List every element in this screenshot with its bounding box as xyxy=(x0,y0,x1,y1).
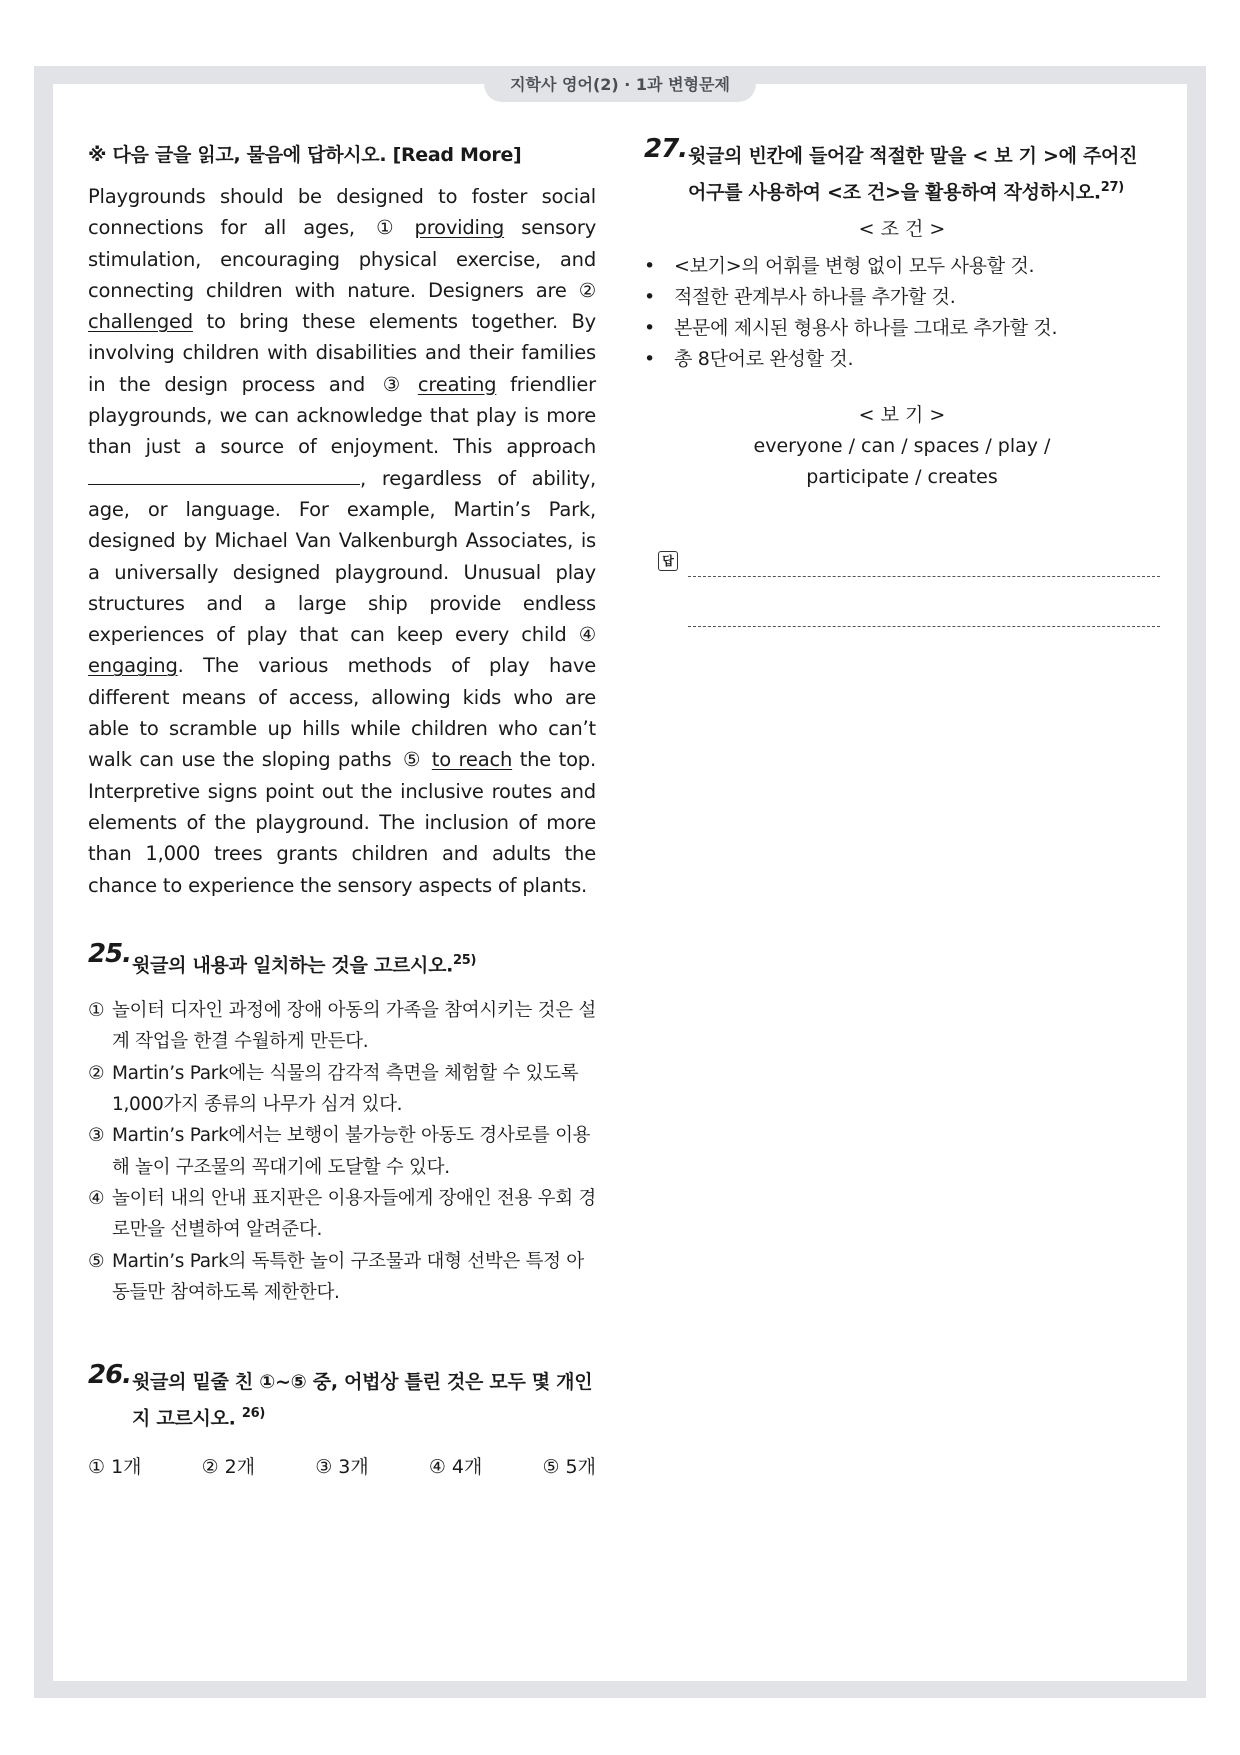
option-5[interactable]: ⑤ Martin’s Park의 독특한 놀이 구조물과 대형 선박은 특정 아동들만 참여하도록 제한한다. xyxy=(88,1250,584,1303)
underline-3: creating xyxy=(417,372,497,396)
underline-5: to reach xyxy=(431,748,513,772)
question-27 xyxy=(644,134,1160,627)
option-1[interactable]: ① 1개 xyxy=(88,1456,142,1479)
question-25-text: 윗글의 내용과 일치하는 것을 고르시오.$^{25)}$ xyxy=(132,952,477,977)
option-4[interactable]: ④ 놀이터 내의 안내 표지판은 이용자들에게 장애인 전용 우회 경로만을 선별하여 알려준다. xyxy=(88,1187,596,1241)
option-5[interactable]: ⑤ 5개 xyxy=(542,1456,596,1479)
question-26 xyxy=(88,1360,596,1479)
option-2[interactable]: ② Martin’s Park에는 식물의 감각적 측면을 체험할 수 있도록 1,000가지 종류의 나무가 심겨 있다. xyxy=(88,1062,579,1116)
condition-item: • <보기>의 어휘를 변형 없이 모두 사용할 것. xyxy=(644,251,1160,282)
question-26-text: 윗글의 밑줄 친 ①~⑤ 중, 어법상 틀린 것은 모두 몇 개인지 고르시오. $^{26)}$ xyxy=(132,1371,593,1430)
question-25-options xyxy=(88,995,596,1308)
answer-icon: 답 xyxy=(658,551,678,571)
question-27-text: 윗글의 빈칸에 들어갈 적절한 말을 < 보 기 >에 주어진 어구를 사용하여 <조 건>을 활용하여 작성하시오.$^{27)}$ xyxy=(688,145,1138,204)
option-2[interactable]: ② 2개 xyxy=(201,1456,256,1479)
condition-item: • 총 8단어로 완성할 것. xyxy=(644,344,1160,375)
passage-instruction: ※ 다음 글을 읽고, 물음에 답하시오. [Read More] xyxy=(88,144,522,166)
box-words-line1: everyone / can / spaces / play / xyxy=(753,435,1051,458)
question-27-number: 27. xyxy=(644,134,688,164)
answer-area xyxy=(644,551,1160,627)
answer-line-1[interactable] xyxy=(688,551,1160,577)
underline-1: providing xyxy=(414,216,505,240)
box-title: < 보 기 > xyxy=(858,404,946,427)
left-column xyxy=(88,140,596,1479)
question-25 xyxy=(88,938,596,1308)
condition-item: • 적절한 관계부사 하나를 추가할 것. xyxy=(644,282,1160,313)
passage-text: Playgrounds should be designed to foster social connections for all ages, ① providing sensory stimulation, encouraging physical exercise, and connecting children with nature. Designers are ② challenged to bring these elements together. By involving children with disabilities and their families in the design process and ③ creating friendlier playgrounds, we can acknowledge that play is more than just a source of enjoyment. This approach , regardless of ability, age, or language. For example, Martin’s Park, designed by Michael Van Valkenburgh Associates, is a universally designed playground. Unusual play structures and a large ship provide endless experiences of play that can keep every child ④ engaging. The various methods of play have different means of access, allowing kids who are able to scramble up hills while children who can’t walk can use the sloping paths ⑤ to reach the top. Interpretive signs point out the inclusive routes and elements of the playground. The inclusion of more than 1,000 trees grants children and adults the chance to experience the sensory aspects of plants. xyxy=(88,185,597,897)
conditions-title: < 조 건 > xyxy=(858,218,946,241)
option-4[interactable]: ④ 4개 xyxy=(428,1456,483,1479)
underline-2: challenged xyxy=(88,310,193,334)
answer-blank xyxy=(88,464,360,485)
question-26-number: 26. xyxy=(88,1360,132,1391)
option-3[interactable]: ③ Martin’s Park에서는 보행이 불가능한 아동도 경사로를 이용해 놀이 구조물의 꼭대기에 도달할 수 있다. xyxy=(88,1125,591,1178)
question-26-options xyxy=(88,1452,596,1479)
page-header: 지학사 영어(2) · 1과 변형문제 xyxy=(484,68,756,102)
question-25-number: 25. xyxy=(88,938,132,969)
box-words-line2: participate / creates xyxy=(806,466,998,489)
option-3[interactable]: ③ 3개 xyxy=(315,1456,369,1479)
condition-item: • 본문에 제시된 형용사 하나를 그대로 추가할 것. xyxy=(644,313,1160,344)
option-1[interactable]: ① 놀이터 디자인 과정에 장애 아동의 가족을 참여시키는 것은 설계 작업을 한결 수월하게 만든다. xyxy=(88,1000,596,1053)
answer-line-2[interactable] xyxy=(688,577,1160,627)
conditions-list xyxy=(644,251,1160,375)
right-column xyxy=(644,134,1160,627)
underline-4: engaging xyxy=(88,654,178,678)
